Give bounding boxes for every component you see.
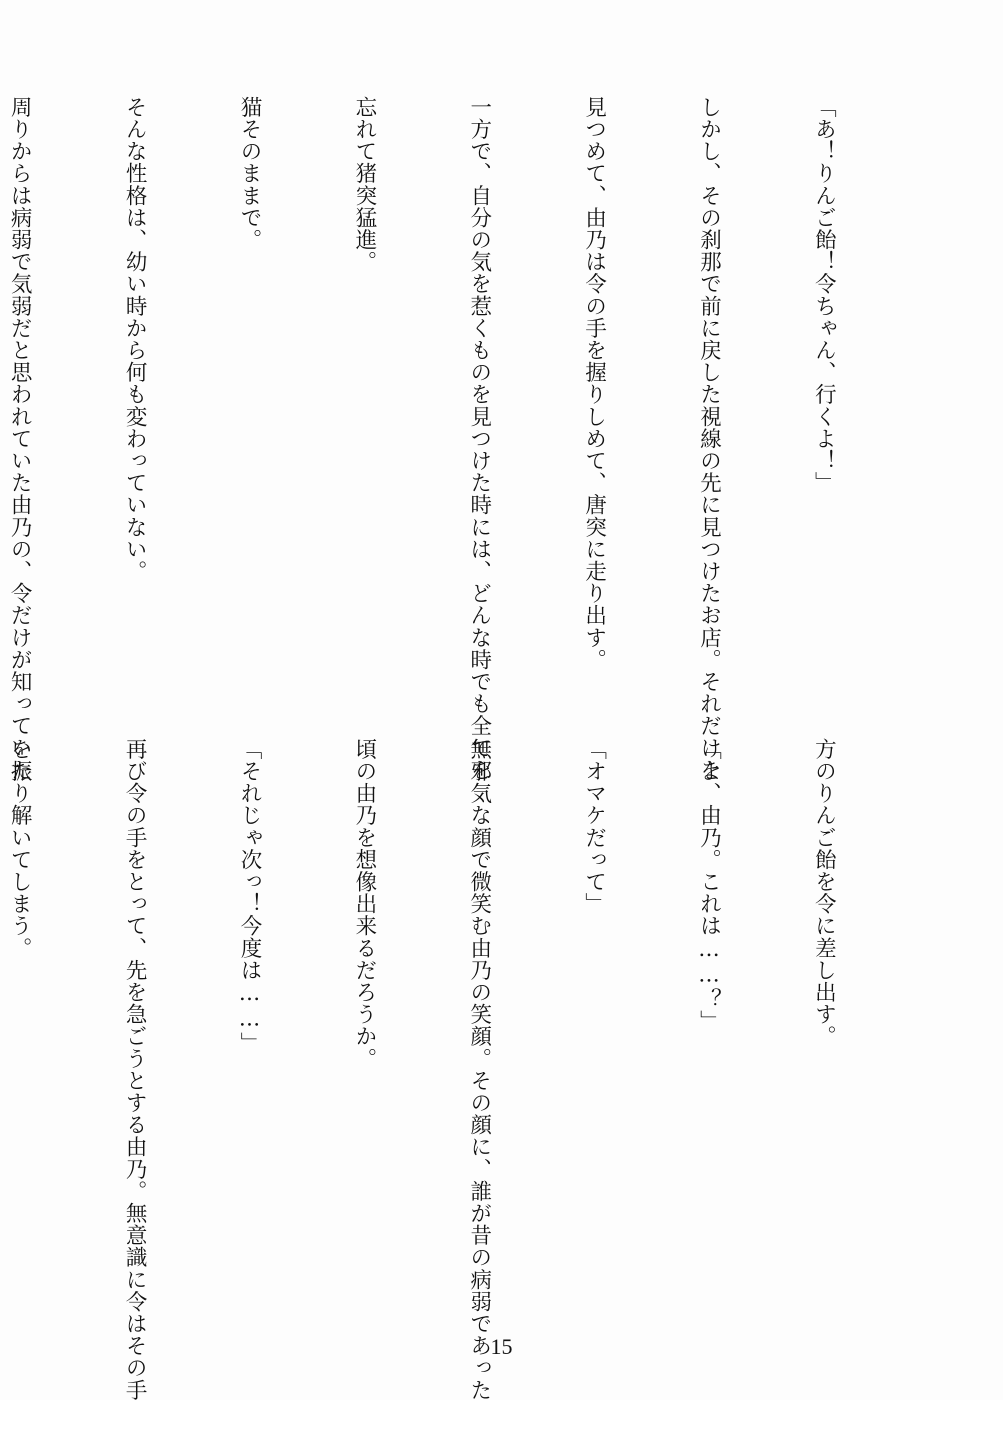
text-line: 一方で、自分の気を惹くものを見つけた時には、どんな時でも全てを (466, 96, 492, 782)
text-line: 頃の由乃を想像出来るだろうか。 (351, 738, 377, 1070)
text-line: 周りからは病弱で気弱だと思われていた由乃の、令だけが知っていた (7, 96, 33, 782)
text-line: 忘れて猪突猛進。 (351, 96, 377, 273)
text-line: 「オマケだって」 (581, 738, 607, 915)
page-number: 15 (490, 1334, 513, 1359)
text-line: 「それじゃ次っ！今度は……」 (236, 738, 262, 1055)
text-block-top (0, 96, 919, 782)
text-line: 見つめて、由乃は令の手を握りしめて、唐突に走り出す。 (581, 96, 607, 671)
text-line: しかし、その刹那で前に戻した視線の先に見つけたお店。それだけを (696, 96, 722, 782)
text-line: 猫そのままで。 (236, 96, 262, 251)
text-line: 「あ！りんご飴！令ちゃん、行くよ！」 (811, 96, 837, 494)
text-line: 再び令の手をとって、先を急ごうとする由乃。無意識に令はその手 (122, 738, 148, 1401)
text-line: 「よ、由乃。これは……？」 (696, 738, 722, 1033)
text-line: 無邪気な顔で微笑む由乃の笑顔。その顔に、誰が昔の病弱であった (466, 738, 492, 1401)
text-line: そんな性格は、幼い時から何も変わっていない。 (122, 96, 148, 583)
text-line: を振り解いてしまう。 (7, 738, 33, 959)
text-line: 方のりんご飴を令に差し出す。 (811, 738, 837, 1048)
